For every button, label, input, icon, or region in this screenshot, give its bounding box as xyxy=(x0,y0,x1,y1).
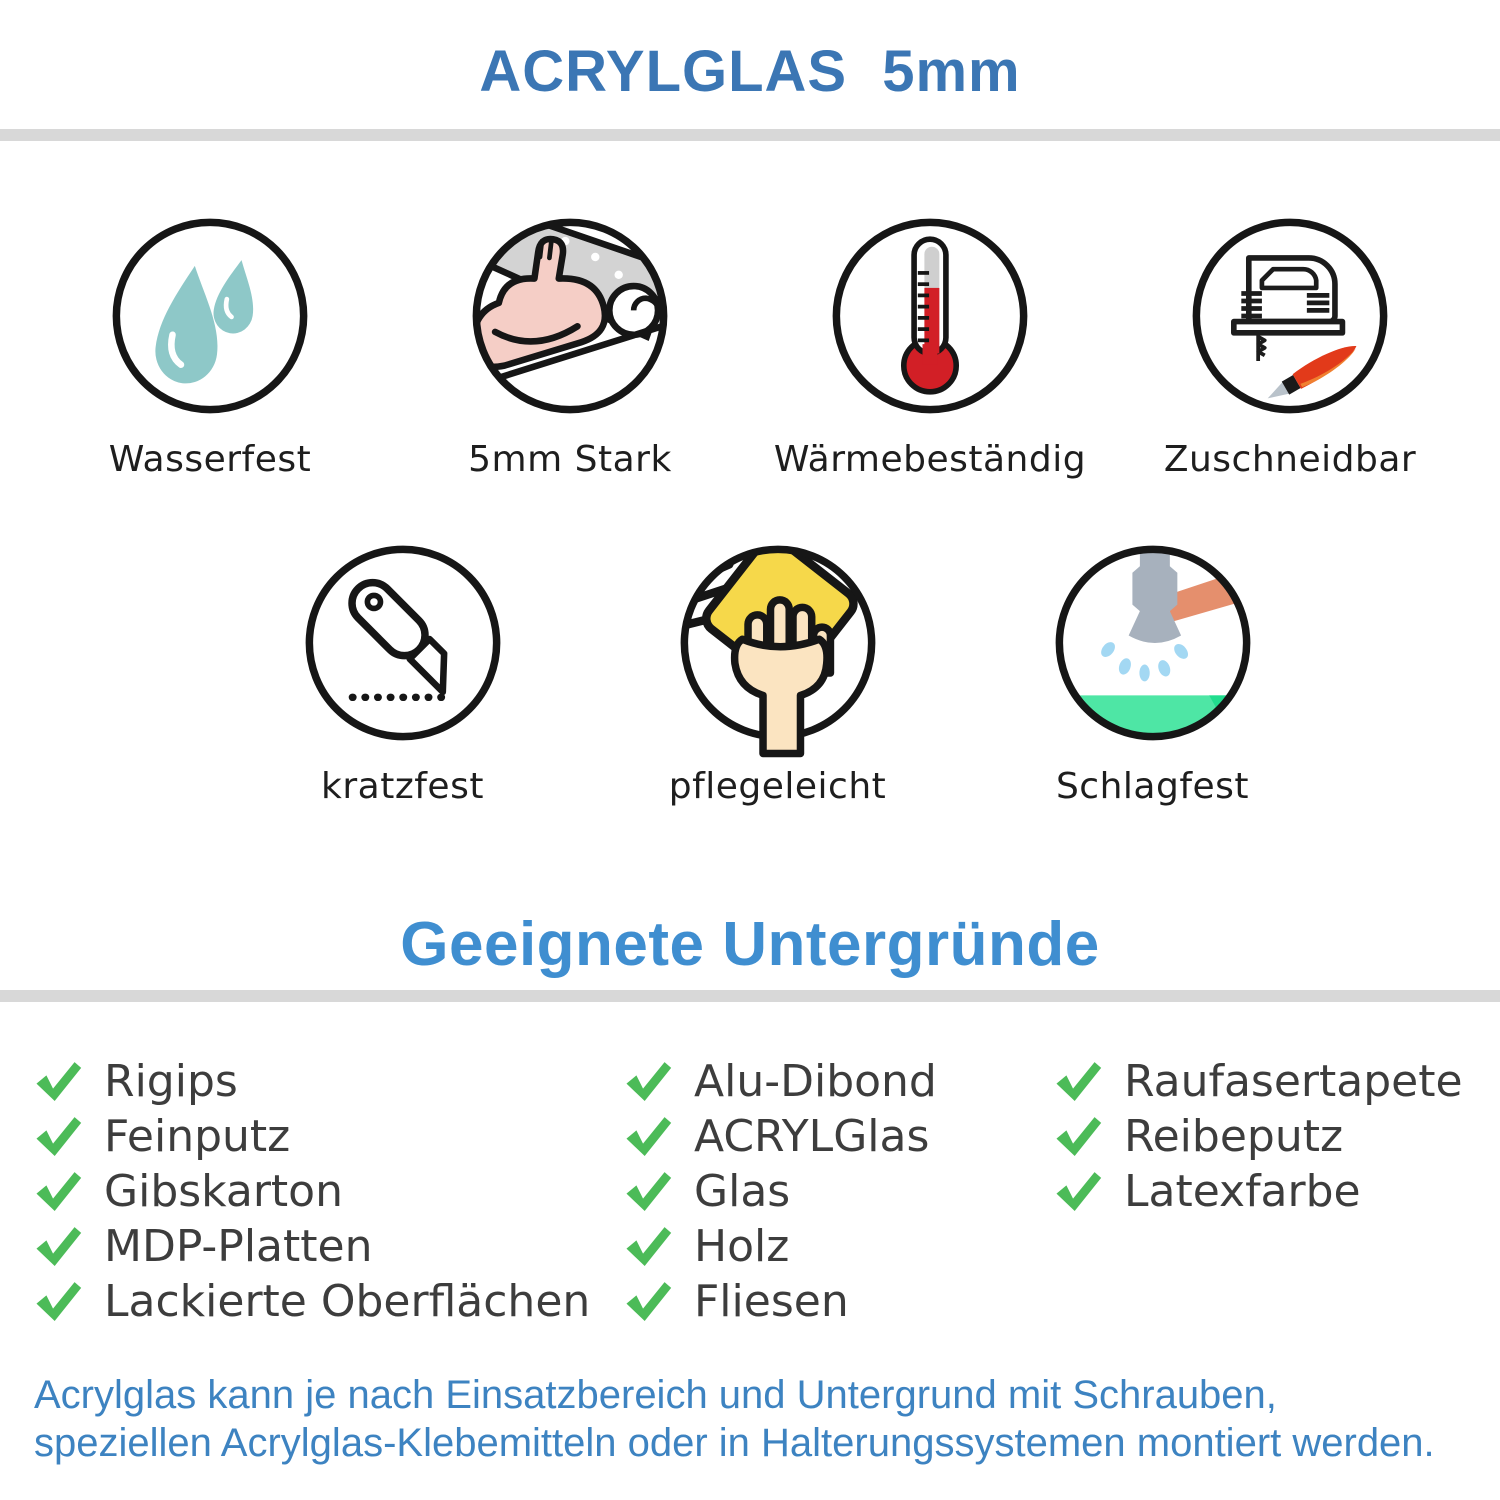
features-row-2 xyxy=(55,480,1500,807)
feature-schlagfest xyxy=(965,540,1340,807)
substrates-column-2 xyxy=(624,1054,1054,1329)
list-item xyxy=(34,1109,624,1164)
substrate-label: Rigips xyxy=(104,1056,238,1107)
substrate-label: Holz xyxy=(694,1221,790,1272)
middle-divider xyxy=(0,990,1500,1002)
check-icon xyxy=(34,1281,82,1323)
check-icon xyxy=(34,1171,82,1213)
jigsaw-icon xyxy=(1187,213,1393,419)
substrate-label: ACRYLGlas xyxy=(694,1111,930,1162)
substrate-label: Latexfarbe xyxy=(1124,1166,1361,1217)
section-title: Geeignete Untergründe xyxy=(400,910,1100,979)
footer-line-1: Acrylglas kann je nach Einsatzbereich und Untergrund mit Schrauben, xyxy=(34,1373,1277,1417)
substrate-label: Glas xyxy=(694,1166,791,1217)
feature-label: Wärmebeständig xyxy=(773,439,1087,480)
feature-zuschneidbar xyxy=(1110,213,1470,480)
check-icon xyxy=(624,1116,672,1158)
substrates-column-1 xyxy=(34,1054,624,1329)
feature-wasserfest xyxy=(30,213,390,480)
substrates-list xyxy=(0,1002,1500,1329)
feature-pflegeleicht xyxy=(590,540,965,807)
substrates-column-3 xyxy=(1054,1054,1500,1329)
list-item xyxy=(34,1219,624,1274)
feature-waermebestaendig xyxy=(750,213,1110,480)
thermometer-icon xyxy=(827,213,1033,419)
list-item xyxy=(1054,1164,1500,1219)
substrate-label: Reibeputz xyxy=(1124,1111,1344,1162)
substrate-label: Lackierte Oberflächen xyxy=(104,1276,591,1327)
check-icon xyxy=(624,1171,672,1213)
list-item xyxy=(34,1274,624,1329)
wiping-hand-icon xyxy=(675,540,881,746)
check-icon xyxy=(34,1061,82,1103)
feature-kratzfest xyxy=(215,540,590,807)
feature-5mm-stark xyxy=(390,213,750,480)
check-icon xyxy=(624,1061,672,1103)
feature-label: 5mm Stark xyxy=(468,439,672,480)
list-item xyxy=(1054,1054,1500,1109)
list-item xyxy=(624,1054,1054,1109)
check-icon xyxy=(1054,1171,1102,1213)
list-item xyxy=(1054,1109,1500,1164)
check-icon xyxy=(624,1226,672,1268)
feature-label: Wasserfest xyxy=(108,439,312,480)
footer-note xyxy=(0,1329,1500,1467)
list-item xyxy=(624,1274,1054,1329)
check-icon xyxy=(34,1226,82,1268)
substrate-label: Alu-Dibond xyxy=(694,1056,937,1107)
list-item xyxy=(624,1109,1054,1164)
strong-arm-icon xyxy=(467,213,673,419)
list-item xyxy=(624,1219,1054,1274)
hammer-icon xyxy=(1050,540,1256,746)
substrate-label: Raufasertapete xyxy=(1124,1056,1463,1107)
substrate-label: Feinputz xyxy=(104,1111,291,1162)
substrate-label: Gibskarton xyxy=(104,1166,343,1217)
list-item xyxy=(34,1054,624,1109)
substrate-label: Fliesen xyxy=(694,1276,849,1327)
list-item xyxy=(34,1164,624,1219)
substrate-label: MDP-Platten xyxy=(104,1221,373,1272)
features-row-1 xyxy=(0,141,1500,480)
top-divider xyxy=(0,129,1500,141)
check-icon xyxy=(1054,1061,1102,1103)
feature-label: pflegeleicht xyxy=(668,766,887,807)
check-icon xyxy=(34,1116,82,1158)
page-title: ACRYLGLAS 5mm xyxy=(479,39,1021,104)
feature-label: Zuschneidbar xyxy=(1163,439,1417,480)
check-icon xyxy=(624,1281,672,1323)
list-item xyxy=(624,1164,1054,1219)
feature-label: Schlagfest xyxy=(1055,766,1250,807)
footer-line-2: speziellen Acrylglas-Klebemitteln oder in Halterungssystemen montiert werden. xyxy=(34,1421,1435,1465)
feature-label: kratzfest xyxy=(321,766,484,807)
utility-knife-icon xyxy=(300,540,506,746)
check-icon xyxy=(1054,1116,1102,1158)
water-drops-icon xyxy=(107,213,313,419)
